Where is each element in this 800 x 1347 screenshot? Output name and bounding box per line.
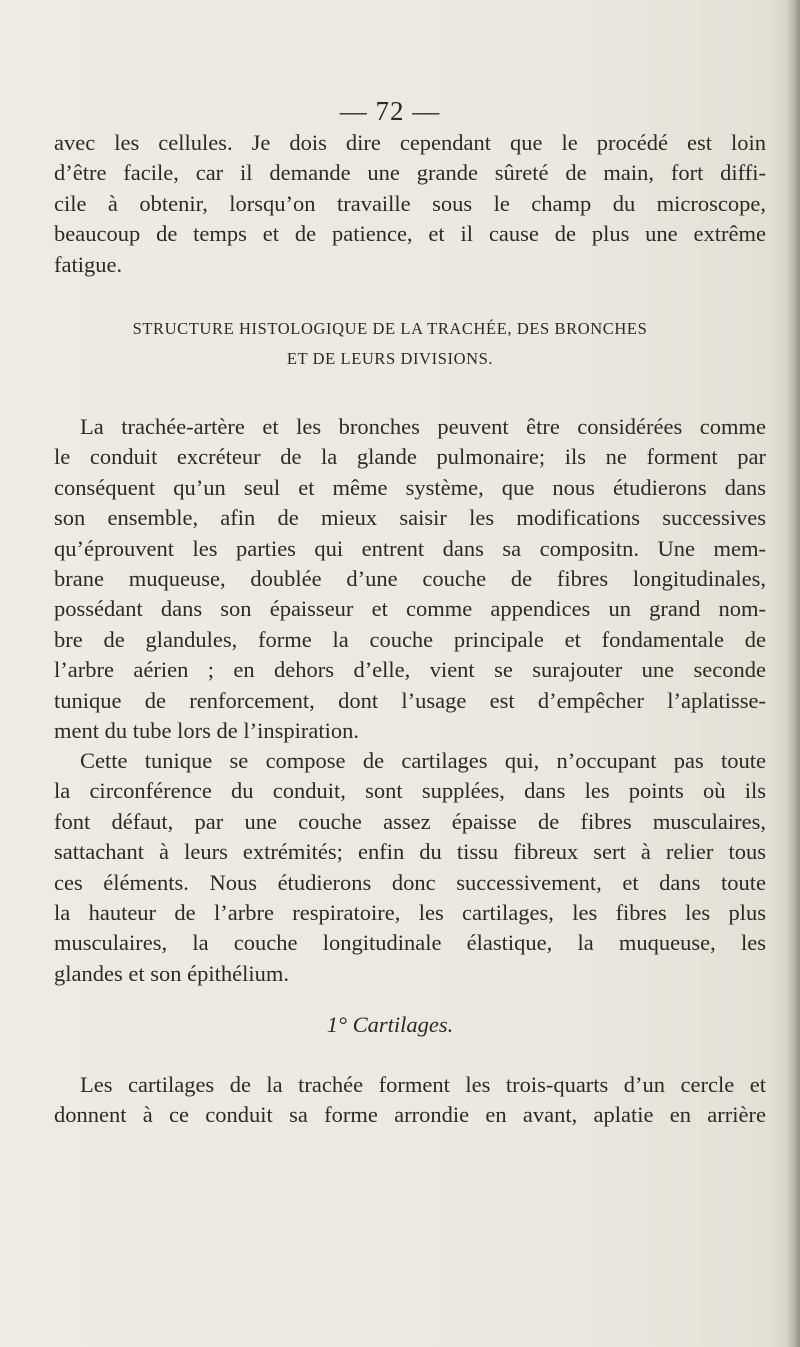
paragraph-cartilages bbox=[54, 1070, 766, 1131]
text-line: La trachée-artère et les bronches peuvent être considérées comme bbox=[80, 414, 766, 439]
text-line: la hauteur de l’arbre respiratoire, les cartilages, les fibres les plus bbox=[54, 899, 766, 925]
text-line: ment du tube lors de l’inspiration. bbox=[54, 717, 359, 743]
text-line: le conduit excréteur de la glande pulmonaire; ils ne forment par bbox=[54, 444, 766, 470]
text-line: ces éléments. Nous étudierons donc successivement, et dans toute bbox=[54, 869, 766, 895]
section-heading bbox=[0, 314, 780, 374]
text-line: bre de glandules, forme la couche principale et fondamentale de bbox=[54, 626, 766, 652]
text-line: Les cartilages de la trachée forment les trois-quarts d’un cercle et bbox=[80, 1072, 766, 1097]
text-line: l’arbre aérien ; en dehors d’elle, vient se surajouter une seconde bbox=[54, 657, 766, 683]
text-line: cile à obtenir, lorsqu’on travaille sous le champ du microscope, bbox=[54, 190, 766, 216]
text-line: conséquent qu’un seul et même système, que nous étudierons dans bbox=[54, 474, 766, 500]
text-line: musculaires, la couche longitudinale élastique, la muqueuse, les bbox=[54, 930, 766, 956]
subsection-heading: 1° Cartilages. bbox=[326, 1012, 454, 1037]
text-line: son ensemble, afin de mieux saisir les modifications successives bbox=[54, 505, 766, 531]
section-heading-line: ET DE LEURS DIVISIONS. bbox=[286, 349, 494, 368]
text-line: font défaut, par une couche assez épaisse de fibres musculaires, bbox=[54, 808, 766, 834]
page-number: — 72 — bbox=[339, 96, 441, 126]
text-line: qu’éprouvent les parties qui entrent dans sa compositn. Une mem- bbox=[54, 535, 766, 561]
text-line: possédant dans son épaisseur et comme appendices un grand nom- bbox=[54, 596, 766, 622]
text-line: brane muqueuse, doublée d’une couche de fibres longitudinales, bbox=[54, 565, 766, 591]
section-heading-line: STRUCTURE HISTOLOGIQUE DE LA TRACHÉE, DES BRONCHES bbox=[132, 319, 648, 338]
paragraph-trachea-bronches bbox=[54, 412, 766, 746]
text-line: beaucoup de temps et de patience, et il cause de plus une extrême bbox=[54, 221, 766, 247]
text-line: tunique de renforcement, dont l’usage est d’empêcher l’aplatisse- bbox=[54, 687, 766, 713]
text-line: donnent à ce conduit sa forme arrondie en avant, aplatie en arrière bbox=[54, 1102, 766, 1128]
text-line: d’être facile, car il demande une grande sûreté de main, fort diffi- bbox=[54, 160, 766, 186]
paragraph-tunique bbox=[54, 746, 766, 989]
text-line: sattachant à leurs extrémités; enfin du tissu fibreux sert à relier tous bbox=[54, 839, 766, 865]
text-line: glandes et son épithélium. bbox=[54, 960, 289, 986]
intro-paragraph bbox=[54, 128, 766, 280]
text-line: Cette tunique se compose de cartilages qui, n’occupant pas toute bbox=[80, 748, 766, 773]
text-line: avec les cellules. Je dois dire cependant que le procédé est loin bbox=[54, 130, 766, 155]
text-line: la circonférence du conduit, sont supplées, dans les points où ils bbox=[54, 778, 766, 804]
page-edge-shadow bbox=[786, 0, 800, 1347]
text-line: fatigue. bbox=[54, 251, 123, 277]
